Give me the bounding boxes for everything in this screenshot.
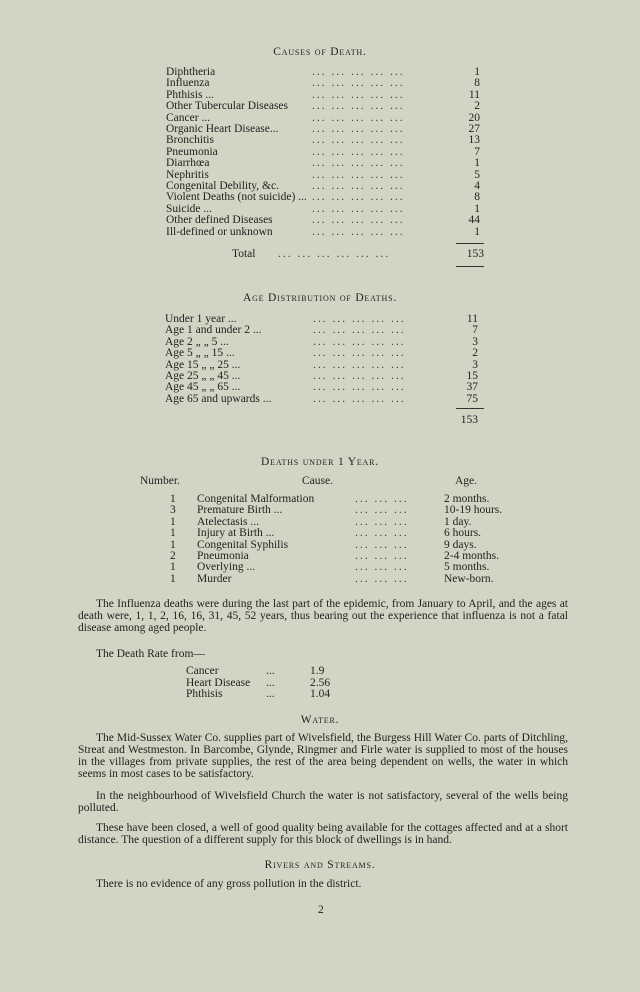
influenza-paragraph	[78, 598, 568, 634]
cause-value: 44	[468, 214, 480, 227]
rivers-text: There is no evidence of any gross pollution in the district.	[96, 878, 362, 890]
cause-row	[166, 123, 484, 135]
under1-age: 6 hours.	[444, 527, 482, 540]
age-label: Age 25 „ „ 45 ...	[165, 370, 241, 382]
under1-age: 10-19 hours.	[444, 504, 503, 517]
cause-row	[166, 77, 484, 89]
under1-leader: ... ... ...	[355, 493, 409, 505]
age-row	[165, 393, 478, 405]
cause-value: 8	[474, 191, 480, 204]
total-rule	[456, 243, 484, 244]
cause-label: Congenital Debility, &c.	[166, 180, 279, 192]
age-heading: Age Distribution of Deaths.	[242, 292, 397, 304]
age-leader: ... ... ... ... ...	[313, 370, 406, 382]
cause-label: Ill-defined or unknown	[166, 225, 273, 238]
under1-cause: Pneumonia	[197, 550, 249, 562]
cause-row	[166, 180, 484, 192]
cause-label: Diphtheria	[166, 66, 216, 78]
cause-value: 4	[474, 180, 480, 192]
cause-value: 5	[474, 168, 480, 181]
rate-row	[0, 665, 640, 677]
cause-leader: ... ... ... ... ...	[312, 157, 405, 170]
cause-value: 2	[474, 100, 480, 113]
cause-label: Violent Deaths (not suicide) ...	[166, 191, 307, 204]
cause-row	[166, 146, 484, 158]
under1-row	[0, 493, 640, 505]
under1-leader: ... ... ...	[355, 538, 409, 551]
age-value: 2	[472, 347, 478, 360]
age-row	[165, 381, 478, 393]
cause-leader: ... ... ... ... ...	[312, 88, 405, 101]
cause-value: 7	[474, 145, 480, 158]
under1-leader: ... ... ...	[355, 572, 409, 585]
cause-row	[166, 134, 484, 146]
col-number-header: Number.	[140, 475, 180, 487]
under1-number: 1	[170, 515, 176, 528]
age-label: Age 15 „ „ 25 ...	[165, 358, 241, 371]
age-row	[165, 336, 478, 348]
cause-value: 1	[474, 225, 480, 238]
cause-value: 13	[468, 134, 480, 147]
cause-row	[166, 112, 484, 124]
age-value: 7	[472, 324, 478, 337]
cause-leader: ... ... ... ... ...	[312, 225, 405, 238]
col-cause-header: Cause.	[302, 475, 333, 487]
cause-leader: ... ... ... ... ...	[312, 66, 405, 78]
under1-row	[0, 527, 640, 539]
cause-leader: ... ... ... ... ...	[312, 214, 405, 227]
under1-row	[0, 516, 640, 528]
water-paragraph-3	[78, 822, 568, 846]
cause-label: Organic Heart Disease...	[166, 123, 279, 135]
rate-label: Cancer	[186, 665, 219, 677]
cause-label: Pneumonia	[166, 145, 218, 158]
under1-row	[0, 573, 640, 585]
total-value: 153	[466, 248, 484, 260]
age-row	[165, 313, 478, 325]
under1-age: 1 day.	[444, 515, 472, 528]
total-rule-bottom	[456, 266, 484, 267]
water-paragraph-1	[78, 732, 568, 780]
age-row	[165, 370, 478, 382]
age-leader: ... ... ... ... ...	[313, 381, 406, 394]
under1-cause: Injury at Birth ...	[197, 527, 275, 540]
age-leader: ... ... ... ... ...	[313, 347, 406, 360]
age-row	[165, 359, 478, 371]
under1-row	[0, 504, 640, 516]
age-leader: ... ... ... ... ...	[313, 392, 406, 405]
cause-row	[166, 191, 484, 203]
age-row	[165, 324, 478, 336]
age-leader: ... ... ... ... ...	[313, 324, 406, 337]
water-text-2: In the neighbourhood of Wivelsfield Church the water is not satisfactory, several of the wells being polluted.	[78, 790, 568, 814]
age-leader: ... ... ... ... ...	[313, 313, 406, 325]
age-value: 3	[472, 335, 478, 348]
age-label: Age 5 „ „ 15 ...	[165, 347, 235, 360]
age-value: 37	[466, 381, 478, 394]
cause-leader: ... ... ... ... ...	[312, 180, 405, 192]
cause-value: 1	[474, 202, 480, 215]
cause-leader: ... ... ... ... ...	[312, 191, 405, 204]
total-dots: ... ... ... ... ... ...	[278, 248, 391, 260]
water-text-3: These have been closed, a well of good quality being available for the cottages affected and at a short distance. The question of a different supply for this block of dwellings is in hand.	[78, 822, 568, 846]
cause-label: Diarrhœa	[166, 157, 210, 170]
cause-value: 11	[468, 88, 480, 101]
under1-leader: ... ... ...	[355, 515, 409, 528]
cause-leader: ... ... ... ... ...	[312, 111, 405, 124]
rate-value: 1.9	[310, 665, 325, 677]
age-total-rule	[456, 408, 484, 409]
cause-leader: ... ... ... ... ...	[312, 123, 405, 135]
cause-label: Phthisis ...	[166, 88, 214, 101]
under1-row	[0, 539, 640, 551]
rate-value: 1.04	[310, 688, 331, 701]
age-leader: ... ... ... ... ...	[313, 335, 406, 348]
under1-age: 5 months.	[444, 561, 490, 574]
cause-label: Cancer ...	[166, 111, 211, 124]
cause-leader: ... ... ... ... ...	[312, 145, 405, 158]
cause-row	[166, 214, 484, 226]
under1-cause: Atelectasis ...	[197, 515, 259, 528]
under1-cause: Premature Birth ...	[197, 504, 283, 517]
under1-number: 1	[170, 527, 176, 540]
under1-number: 1	[170, 493, 176, 505]
water-heading: Water.	[300, 714, 340, 726]
age-label: Age 65 and upwards ...	[165, 392, 272, 405]
rate-row	[0, 688, 640, 700]
cause-label: Nephritis	[166, 168, 209, 181]
under1-age: New-born.	[444, 572, 494, 585]
under1-leader: ... ... ...	[355, 527, 409, 540]
under1-age: 2-4 months.	[444, 550, 499, 562]
age-label: Under 1 year ...	[165, 313, 237, 325]
under1-cause: Congenital Syphilis	[197, 538, 289, 551]
page-number: 2	[318, 904, 324, 916]
under1-number: 2	[170, 550, 176, 562]
cause-leader: ... ... ... ... ...	[312, 134, 405, 147]
rivers-paragraph	[78, 878, 568, 890]
age-total-value: 153	[460, 414, 478, 426]
age-value: 11	[466, 313, 478, 325]
death-rate-intro: The Death Rate from—	[96, 648, 205, 660]
under1-number: 1	[170, 561, 176, 574]
age-leader: ... ... ... ... ...	[313, 358, 406, 371]
cause-row	[166, 226, 484, 238]
age-value: 75	[466, 392, 478, 405]
rate-label: Phthisis	[186, 688, 223, 701]
under1-leader: ... ... ...	[355, 550, 409, 562]
cause-row	[166, 203, 484, 215]
cause-leader: ... ... ... ... ...	[312, 77, 405, 90]
rate-value: 2.56	[310, 676, 331, 689]
cause-value: 20	[468, 111, 480, 124]
cause-row	[166, 66, 484, 78]
cause-value: 1	[474, 66, 480, 78]
cause-label: Other Tubercular Diseases	[166, 100, 289, 113]
rate-leader: ...	[266, 688, 275, 701]
age-total-row	[456, 414, 478, 426]
col-age-header: Age.	[455, 475, 478, 487]
total-label: Total	[232, 248, 256, 260]
age-label: Age 1 and under 2 ...	[165, 324, 262, 337]
under1-leader: ... ... ...	[355, 504, 409, 517]
age-label: Age 45 „ „ 65 ...	[165, 381, 241, 394]
cause-leader: ... ... ... ... ...	[312, 168, 405, 181]
causes-total-row	[232, 248, 484, 260]
under1-age: 2 months.	[444, 493, 490, 505]
influenza-text: The Influenza deaths were during the last part of the epidemic, from January to April, and the ages at death were, 1, 1, 2, 16, 16, 31, 45, 52 years, thus bearing out the experience that influenza is not a fatal disease among aged people.	[78, 598, 568, 634]
under1-cause: Murder	[197, 572, 232, 585]
cause-leader: ... ... ... ... ...	[312, 100, 405, 113]
cause-label: Influenza	[166, 77, 210, 90]
under1-row	[0, 561, 640, 573]
cause-row	[166, 100, 484, 112]
cause-label: Other defined Diseases	[166, 214, 273, 227]
age-label: Age 2 „ „ 5 ...	[165, 335, 229, 348]
cause-value: 8	[474, 77, 480, 90]
cause-value: 1	[474, 157, 480, 170]
rivers-heading: Rivers and Streams.	[264, 859, 376, 871]
cause-leader: ... ... ... ... ...	[312, 202, 405, 215]
cause-label: Suicide ...	[166, 202, 212, 215]
under1-number: 1	[170, 538, 176, 551]
cause-row	[166, 89, 484, 101]
cause-label: Bronchitis	[166, 134, 214, 147]
under1-number: 3	[170, 504, 176, 517]
cause-row	[166, 169, 484, 181]
rate-leader: ...	[266, 676, 275, 689]
age-row	[165, 347, 478, 359]
under1-row	[0, 550, 640, 562]
rate-leader: ...	[266, 665, 275, 677]
under1-age: 9 days.	[444, 538, 477, 551]
rate-label: Heart Disease	[186, 676, 251, 689]
cause-row	[166, 157, 484, 169]
age-value: 3	[472, 358, 478, 371]
under1-heading: Deaths under 1 Year.	[261, 456, 379, 468]
under1-cause: Overlying ...	[197, 561, 256, 574]
water-paragraph-2	[78, 790, 568, 814]
under1-number: 1	[170, 572, 176, 585]
rate-row	[0, 677, 640, 689]
under1-cause: Congenital Malformation	[197, 493, 315, 505]
causes-heading: Causes of Death.	[273, 46, 367, 58]
under1-leader: ... ... ...	[355, 561, 409, 574]
age-value: 15	[466, 370, 478, 382]
water-text-1: The Mid-Sussex Water Co. supplies part of Wivelsfield, the Burgess Hill Water Co. parts of Ditchling, Streat and Westmeston. In Barcombe, Glynde, Ringmer and Firle water is supplied to most of the houses in the villages from private supplies, the rest of the area being dependent on wells, the water in which seems in most cases to be satisfactory.	[78, 732, 568, 780]
cause-value: 27	[468, 123, 480, 135]
